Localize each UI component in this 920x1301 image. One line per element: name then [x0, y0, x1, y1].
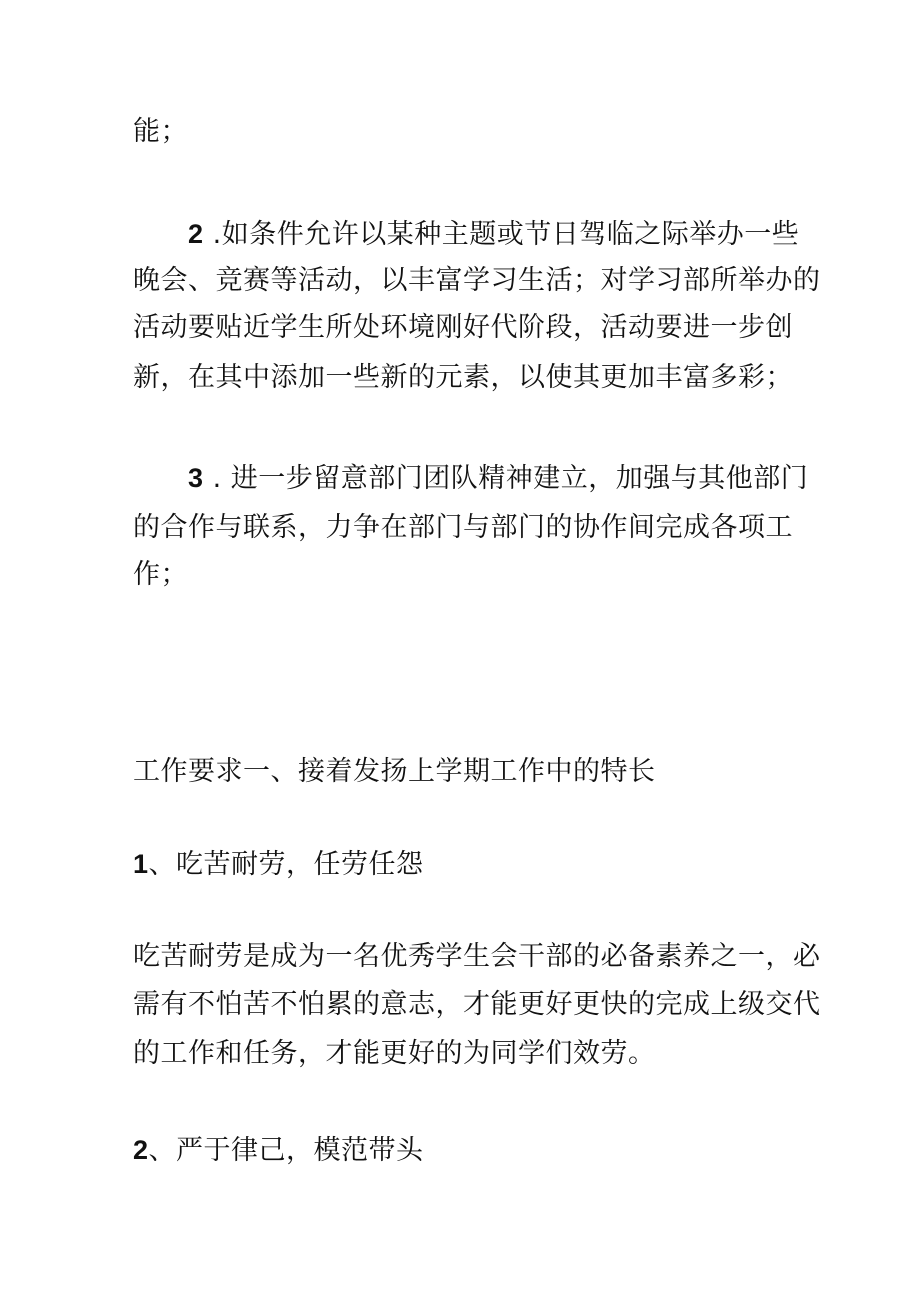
list-item-1-text: 、吃苦耐劳，任劳任怨 — [148, 849, 424, 880]
paragraph-3-line-1: 吃苦耐劳是成为一名优秀学生会干部的必备素养之一，必 — [133, 941, 821, 972]
paragraph-2-line-1-text: . 进一步留意部门团队精神建立，加强与其他部门 — [203, 463, 809, 494]
section-heading: 工作要求一、接着发扬上学期工作中的特长 — [133, 756, 656, 787]
paragraph-2-line-3: 作； — [133, 559, 188, 590]
paragraph-1-line-2: 晚会、竞赛等活动，以丰富学习生活；对学习部所举办的 — [133, 265, 821, 296]
paragraph-0-line-1: 能； — [133, 116, 188, 147]
paragraph-1-line-4: 新，在其中添加一些新的元素，以使其更加丰富多彩； — [133, 362, 793, 393]
paragraph-1-line-1-text: .如条件允许以某种主题或节日驾临之际举办一些 — [203, 219, 800, 250]
paragraph-3-line-3: 的工作和任务，才能更好的为同学们效劳。 — [133, 1038, 656, 1069]
paragraph-2-line-2: 的合作与联系，力争在部门与部门的协作间完成各项工 — [133, 512, 793, 543]
paragraph-2-number: 3 — [188, 463, 204, 493]
paragraph-1-line-1 — [188, 216, 799, 253]
list-item-2-number: 2 — [133, 1135, 149, 1165]
list-item-1 — [133, 846, 424, 883]
list-item-2 — [133, 1132, 424, 1169]
paragraph-1-number: 2 — [188, 219, 204, 249]
paragraph-1-line-3: 活动要贴近学生所处环境刚好代阶段，活动要进一步创 — [133, 312, 793, 343]
paragraph-2-line-1 — [188, 460, 808, 497]
list-item-2-text: 、严于律己，模范带头 — [148, 1135, 424, 1166]
paragraph-3-line-2: 需有不怕苦不怕累的意志，才能更好更快的完成上级交代 — [133, 989, 821, 1020]
list-item-1-number: 1 — [133, 849, 149, 879]
